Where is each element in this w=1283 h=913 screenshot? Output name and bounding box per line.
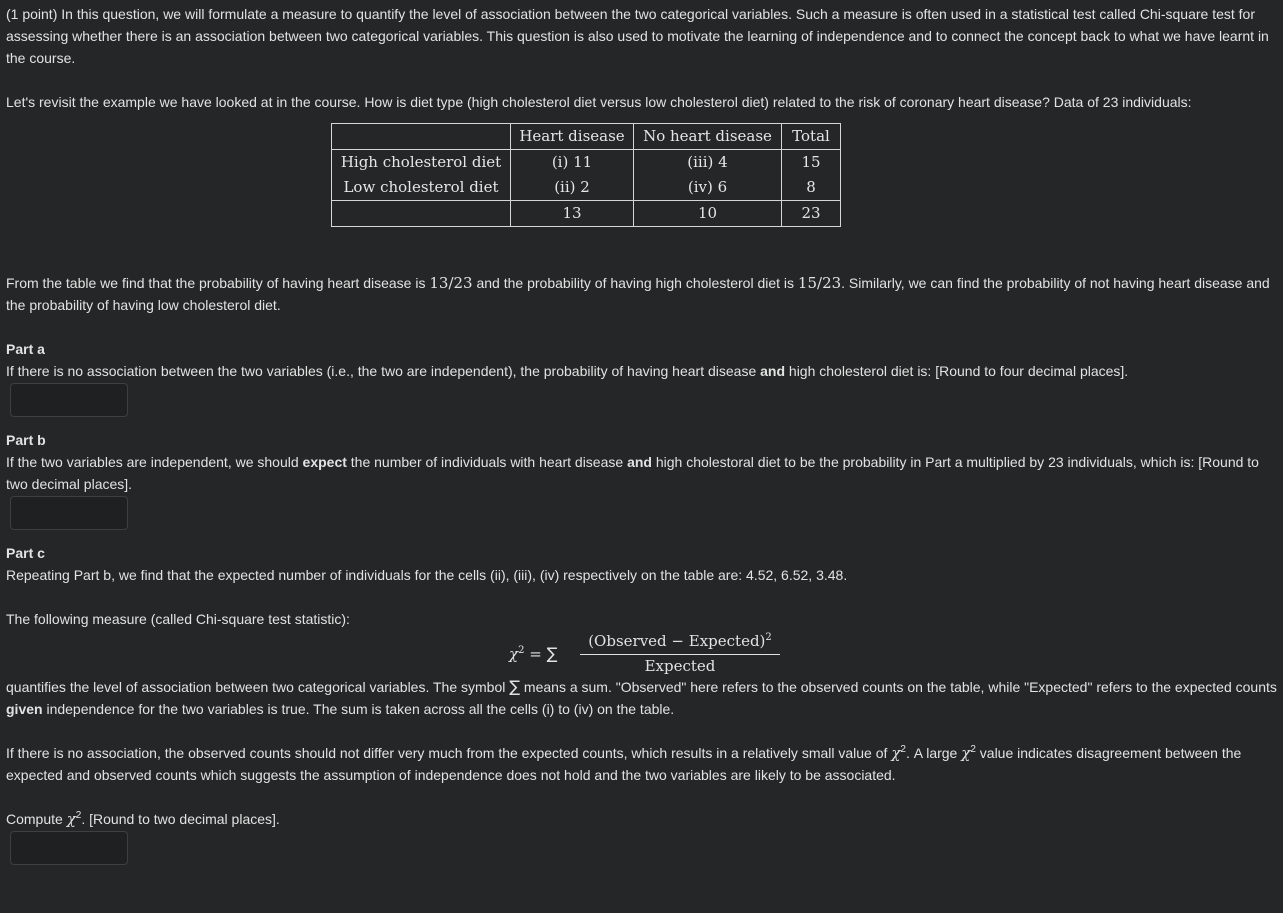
table-cell: (ii) 2	[511, 175, 634, 201]
chi-square-intro: The following measure (called Chi-square test statistic):	[6, 611, 350, 627]
quantifies-paragraph	[6, 676, 1278, 720]
formula-denominator: Expected	[644, 657, 716, 675]
table-row	[332, 150, 841, 176]
chi-power-inline: 2	[900, 744, 906, 755]
prob-text: and the probability of having high cholesterol diet is	[472, 275, 798, 291]
table-cell: (iii) 4	[634, 150, 782, 176]
table-cell: Low cholesterol diet	[332, 175, 511, 201]
table-header-row	[332, 124, 841, 150]
example-paragraph: Let's revisit the example we have looked at in the course. How is diet type (high cholesterol diet versus low cholesterol diet) related to the risk of coronary heart disease? Data of 23 individuals:	[6, 94, 1192, 110]
compute-prompt	[6, 808, 1278, 830]
table-cell: (i) 11	[511, 150, 634, 176]
part-a-text-2: high cholesterol diet is: [Round to four decimal places].	[785, 363, 1129, 379]
quantifies-bold-given: given	[6, 701, 43, 717]
part-b-text-2: the number of individuals with heart disease	[346, 454, 628, 470]
chi-symbol-compute: χ	[66, 810, 76, 828]
formula-numerator	[580, 630, 780, 652]
table-cell: 10	[634, 201, 782, 227]
part-b	[6, 429, 1278, 530]
part-c	[6, 542, 1278, 865]
part-b-text-1: If the two variables are independent, we should	[6, 454, 303, 470]
compute-text-2: . [Round to two decimal places].	[81, 811, 280, 827]
question-container	[6, 3, 1278, 865]
no-assoc-text-2: . A large	[905, 745, 962, 761]
prob-fraction-heart: 13/23	[429, 274, 473, 292]
chi-symbol-inline: χ	[891, 744, 901, 762]
table-cell: High cholesterol diet	[332, 150, 511, 176]
numerator-power: 2	[765, 632, 772, 643]
table-row	[332, 175, 841, 201]
part-b-bold-expect: expect	[302, 454, 347, 470]
part-c-text: Repeating Part b, we find that the expected number of individuals for the cells (ii), (iii), (iv) respectively on the table are: 4.52, 6.52, 3.48.	[6, 567, 848, 583]
contingency-table-wrapper	[0, 123, 1278, 227]
intro-paragraph: (1 point) In this question, we will formulate a measure to quantify the level of association between the two categorical variables. Such a measure is often used in a statistical test called Chi-square test for assessing whether there is an association between two categorical variables. This question is also used to motivate the learning of independence and to connect the concept back to what we have learnt in the course.	[6, 6, 1269, 66]
probability-paragraph	[6, 272, 1278, 316]
part-b-text-3: high cholestoral diet to be the probability in Part a multiplied by 23 individuals, which is: [Round to two decimal places].	[6, 454, 1259, 492]
part-a-text-1: If there is no association between the two variables (i.e., the two are independent), the probability of having heart disease	[6, 363, 761, 379]
part-c-title: Part c	[6, 545, 45, 561]
table-cell: (iv) 6	[634, 175, 782, 201]
part-b-bold-and: and	[627, 454, 652, 470]
table-cell: 8	[782, 175, 841, 201]
part-c-answer-input[interactable]	[10, 831, 128, 865]
table-header-cell	[332, 124, 511, 150]
prob-text: From the table we find that the probability of having heart disease is	[6, 275, 430, 291]
chi-power: 2	[518, 645, 525, 656]
compute-text-1: Compute	[6, 811, 67, 827]
chi-symbol: χ	[509, 645, 519, 663]
table-cell: 23	[782, 201, 841, 227]
table-header-cell: Heart disease	[511, 124, 634, 150]
part-a-title: Part a	[6, 341, 45, 357]
no-assoc-text-3: value indicates disagreement between the expected and observed counts which suggests the assumption of independence does not hold and the two variables are likely to be associated.	[6, 745, 1242, 783]
no-association-paragraph	[6, 742, 1278, 786]
part-b-text	[6, 451, 1278, 495]
no-assoc-text-1: If there is no association, the observed counts should not differ very much from the expected counts, which results in a relatively small value of	[6, 745, 892, 761]
part-a	[6, 338, 1278, 417]
spacer	[6, 786, 1278, 808]
table-row	[332, 201, 841, 227]
chi-power-inline: 2	[970, 744, 976, 755]
quantifies-text-2: means a sum. "Observed" here refers to the observed counts on the table, while "Expected" refers to the expected counts	[520, 679, 1277, 695]
sum-symbol-inline: ∑	[509, 677, 521, 696]
part-a-text	[6, 360, 1278, 382]
quantifies-text-1: quantifies the level of association between two categorical variables. The symbol	[6, 679, 510, 695]
quantifies-text-3: independence for the two variables is true. The sum is taken across all the cells (i) to (iv) on the table.	[42, 701, 675, 717]
equals-sign: =	[524, 645, 547, 663]
table-cell: 13	[511, 201, 634, 227]
chi-symbol-inline: χ	[961, 744, 971, 762]
numerator-text: (Observed − Expected)	[588, 632, 766, 650]
table-cell	[332, 201, 511, 227]
part-b-answer-input[interactable]	[10, 496, 128, 530]
formula-fraction	[580, 630, 780, 677]
prob-fraction-high: 15/23	[797, 274, 842, 292]
chi-power-compute: 2	[75, 810, 82, 821]
chi-square-formula	[6, 630, 1278, 676]
table-cell: 15	[782, 150, 841, 176]
part-a-bold: and	[760, 363, 786, 379]
part-b-title: Part b	[6, 432, 46, 448]
table-header-cell: Total	[782, 124, 841, 150]
table-header-cell: No heart disease	[634, 124, 782, 150]
spacer	[6, 720, 1278, 742]
prob-text: . Similarly, we can find the probability of not having heart disease and the probability of having low cholesterol diet.	[6, 275, 1270, 313]
sum-symbol: ∑	[546, 644, 558, 663]
contingency-table	[331, 123, 841, 227]
part-a-answer-input[interactable]	[10, 383, 128, 417]
formula-lhs	[509, 643, 557, 665]
